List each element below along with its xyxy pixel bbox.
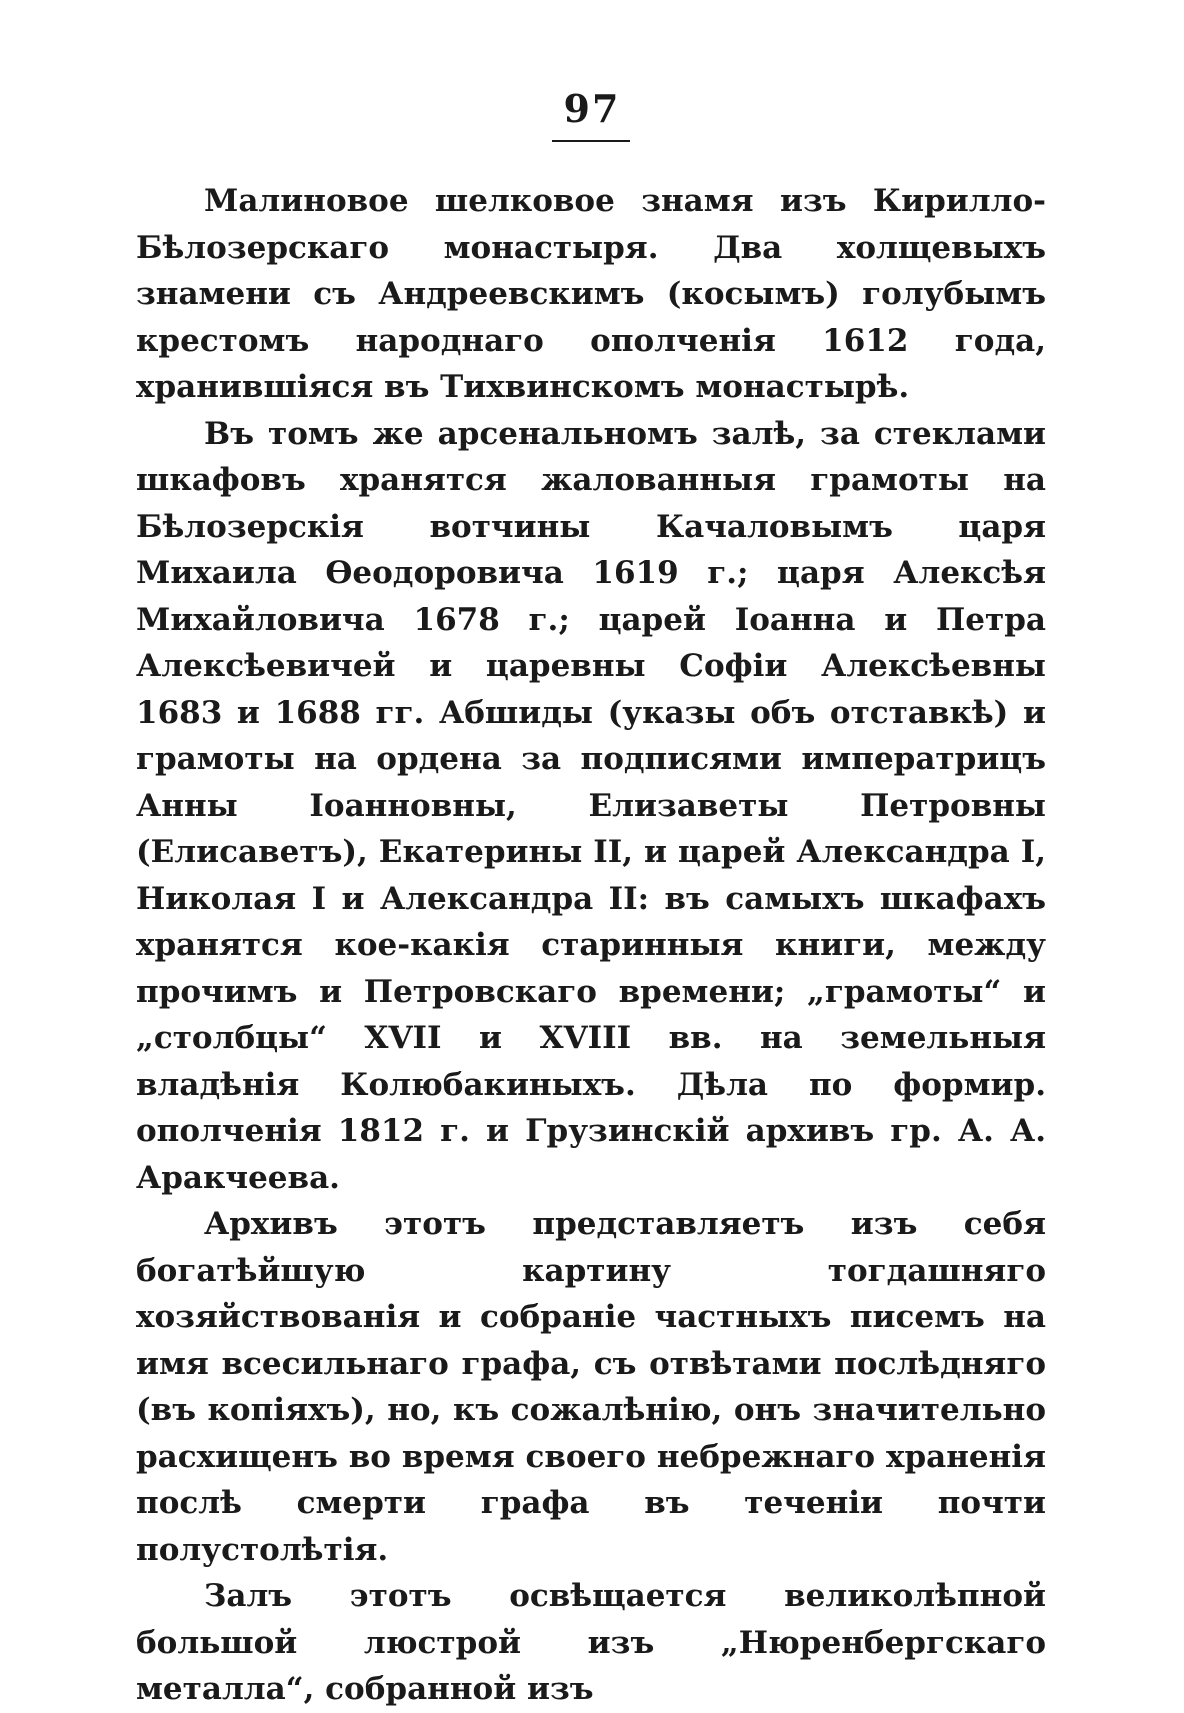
body-text [136, 178, 1046, 1713]
page-number: 97 [563, 86, 621, 131]
page-number-rule [552, 140, 630, 142]
paragraph: Малиновое шелковое знамя изъ Кирилло-Бѣлозерскаго монастыря. Два холщевыхъ знамени съ Андреевскимъ (косымъ) голубымъ крестомъ народнаго ополченія 1612 года, хранившіяся въ Тихвинскомъ монастырѣ. [136, 183, 1046, 405]
paragraph: Въ томъ же арсенальномъ залѣ, за стеклами шкафовъ хранятся жалованныя грамоты на Бѣлозерскія вотчины Качаловымъ царя Михаила Ѳеодоровича 1619 г.; царя Алексѣя Михайловича 1678 г.; царей Іоанна и Петра Алексѣевичей и царевны Софіи Алексѣевны 1683 и 1688 гг. Абшиды (указы объ отставкѣ) и грамоты на ордена за подписями императрицъ Анны Іоанновны, Елизаветы Петровны (Елисаветъ), Екатерины II, и царей Александра I, Николая I и Александра II: въ самыхъ шкафахъ хранятся кое-какія старинныя книги, между прочимъ и Петровскаго времени; „грамоты“ и „столбцы“ XVII и XVIII вв. на земельныя владѣнія Колюбакиныхъ. Дѣла по формир. ополченія 1812 г. и Грузинскій архивъ гр. А. А. Аракчеева. [136, 415, 1046, 1196]
paragraph: Архивъ этотъ представляетъ изъ себя богатѣйшую картину тогдашняго хозяйствованія и собраніе частныхъ писемъ на имя всесильнаго графа, съ отвѣтами послѣдняго (въ копіяхъ), но, къ сожалѣнію, онъ значительно расхищенъ во время своего небрежнаго храненія послѣ смерти графа въ теченіи почти полустолѣтія. [136, 1206, 1046, 1568]
paragraph: Залъ этотъ освѣщается великолѣпной большой люстрой изъ „Нюренбергскаго металла“, собранной изъ [136, 1578, 1046, 1707]
